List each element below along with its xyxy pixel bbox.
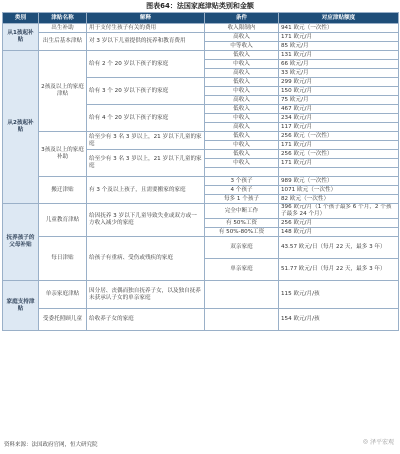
condition: 高收入 <box>205 123 279 132</box>
condition: 低收入 <box>205 78 279 87</box>
amount: 941 欧元（一次性） <box>279 24 399 33</box>
condition: 中收入 <box>205 141 279 150</box>
category-cell: 抚养孩子的父母补贴 <box>3 204 39 281</box>
header-amount: 对应津贴额度 <box>279 13 399 24</box>
category-cell: 从2孩起补贴 <box>3 51 39 204</box>
condition: 高收入 <box>205 33 279 42</box>
watermark-text: 泽平宏观 <box>369 439 394 446</box>
table-row <box>3 309 399 331</box>
table-row <box>3 177 399 186</box>
explanation: 给因抚养 3 岁以下儿童导致失业或双方或一方收入减少的家庭 <box>87 204 205 237</box>
condition <box>205 168 279 177</box>
header-explanation: 解释 <box>87 13 205 24</box>
amount: 131 欧元/月 <box>279 51 399 60</box>
allowance-table <box>2 12 399 331</box>
amount: 256 欧元（一次性） <box>279 132 399 141</box>
source-note: 资料来源：法国政府官网，恒大研究院 <box>4 442 98 448</box>
amount: 256 欧元（一次性） <box>279 150 399 159</box>
allowance-name: 单亲家庭津贴 <box>39 281 87 309</box>
allowance-name: 每日津贴 <box>39 237 87 281</box>
amount: 467 欧元/月 <box>279 105 399 114</box>
allowance-name: 出生补助 <box>39 24 87 33</box>
amount: 148 欧元/月 <box>279 228 399 237</box>
category-cell: 家庭支持津贴 <box>3 281 39 331</box>
explanation: 给有 2 个 20 岁以下孩子的家庭 <box>87 51 205 78</box>
amount: 75 欧元/月 <box>279 96 399 105</box>
condition: 双亲家庭 <box>205 237 279 259</box>
amount: 234 欧元/月 <box>279 114 399 123</box>
condition: 中收入 <box>205 159 279 168</box>
amount: 989 欧元（一次性） <box>279 177 399 186</box>
condition: 有 50%工资 <box>205 219 279 228</box>
header-category: 类别 <box>3 13 39 24</box>
table-row <box>3 281 399 309</box>
table-title: 图表64：法国家庭津贴类别和金额 <box>146 2 254 10</box>
explanation: 给至少有 3 名 3 岁以上，21 岁以下儿童的家庭 <box>87 132 205 150</box>
condition: 低收入 <box>205 51 279 60</box>
condition: 高收入 <box>205 96 279 105</box>
explanation: 给收养子女的家庭 <box>87 309 205 331</box>
condition: 低收入 <box>205 105 279 114</box>
table-row <box>3 24 399 33</box>
explanation: 给有 4 个 20 岁以下孩子的家庭 <box>87 105 205 132</box>
table-header-row <box>3 13 399 24</box>
condition: 中收入 <box>205 114 279 123</box>
explanation: 给有 3 个 20 岁以下孩子的家庭 <box>87 78 205 105</box>
amount: 115 欧元/月/孩 <box>279 281 399 309</box>
amount: 82 欧元（一次性） <box>279 195 399 204</box>
header-condition: 条件 <box>205 13 279 24</box>
condition: 低收入 <box>205 132 279 141</box>
amount: 154 欧元/月/孩 <box>279 309 399 331</box>
amount: 33 欧元/月 <box>279 69 399 78</box>
condition: 收入限制内 <box>205 24 279 33</box>
condition: 中收入 <box>205 60 279 69</box>
table-row <box>3 132 399 141</box>
amount <box>279 168 399 177</box>
allowance-name: 2孩及以上的家庭津贴 <box>39 51 87 132</box>
amount: 171 欧元/月 <box>279 141 399 150</box>
watermark <box>363 437 394 446</box>
condition: 中收入 <box>205 87 279 96</box>
table-row <box>3 237 399 259</box>
condition <box>205 309 279 331</box>
wechat-icon: ◎ <box>362 438 368 445</box>
condition: 高收入 <box>205 69 279 78</box>
category-cell: 从1孩起补贴 <box>3 24 39 51</box>
amount: 171 欧元/月 <box>279 159 399 168</box>
condition: 中等收入 <box>205 42 279 51</box>
amount: 85 欧元/月 <box>279 42 399 51</box>
explanation: 对 3 岁以下儿童提供的抚养和教育费用 <box>87 33 205 51</box>
amount: 299 欧元/月 <box>279 78 399 87</box>
condition: 完全中断工作 <box>205 204 279 219</box>
allowance-name: 3孩及以上的家庭补助 <box>39 132 87 177</box>
allowance-name: 受委托照顾儿童 <box>39 309 87 331</box>
condition: 单亲家庭 <box>205 259 279 281</box>
explanation: 用于支付生孩子有关的费用 <box>87 24 205 33</box>
amount: 51.77 欧元/日（每月 22 天，最多 3 年） <box>279 259 399 281</box>
explanation: 给至少有 3 名 3 岁以上，21 岁以下儿童的家庭 <box>87 150 205 177</box>
condition: 3 个孩子 <box>205 177 279 186</box>
amount: 43.57 欧元/日（每月 22 天，最多 3 年） <box>279 237 399 259</box>
amount: 171 欧元/月 <box>279 33 399 42</box>
table-row <box>3 33 399 42</box>
condition: 4 个孩子 <box>205 186 279 195</box>
amount: 117 欧元/月 <box>279 123 399 132</box>
condition: 每多 1 个孩子 <box>205 195 279 204</box>
allowance-name: 出生后基本津贴 <box>39 33 87 51</box>
amount: 150 欧元/月 <box>279 87 399 96</box>
condition: 低收入 <box>205 150 279 159</box>
header-allowance-name: 津贴名称 <box>39 13 87 24</box>
allowance-name: 搬迁津贴 <box>39 177 87 204</box>
amount: 66 欧元/月 <box>279 60 399 69</box>
amount: 256 欧元/月 <box>279 219 399 228</box>
table-row <box>3 51 399 60</box>
explanation: 有 3 个及以上孩子，且需要搬家的家庭 <box>87 177 205 204</box>
amount: 396 欧元/月（1 个孩子最多 6 个月，2 个孩子最多 24 个月） <box>279 204 399 219</box>
explanation: 因分居、丧偶而独自抚养子女，以及独自抚养未获承认子女的单亲家庭 <box>87 281 205 309</box>
table-row <box>3 204 399 219</box>
explanation: 给孩子有重病、受伤或残疾的家庭 <box>87 237 205 281</box>
condition <box>205 281 279 309</box>
allowance-name: 儿童教育津贴 <box>39 204 87 237</box>
condition: 有 50%-80%工资 <box>205 228 279 237</box>
amount: 1071 欧元（一次性） <box>279 186 399 195</box>
